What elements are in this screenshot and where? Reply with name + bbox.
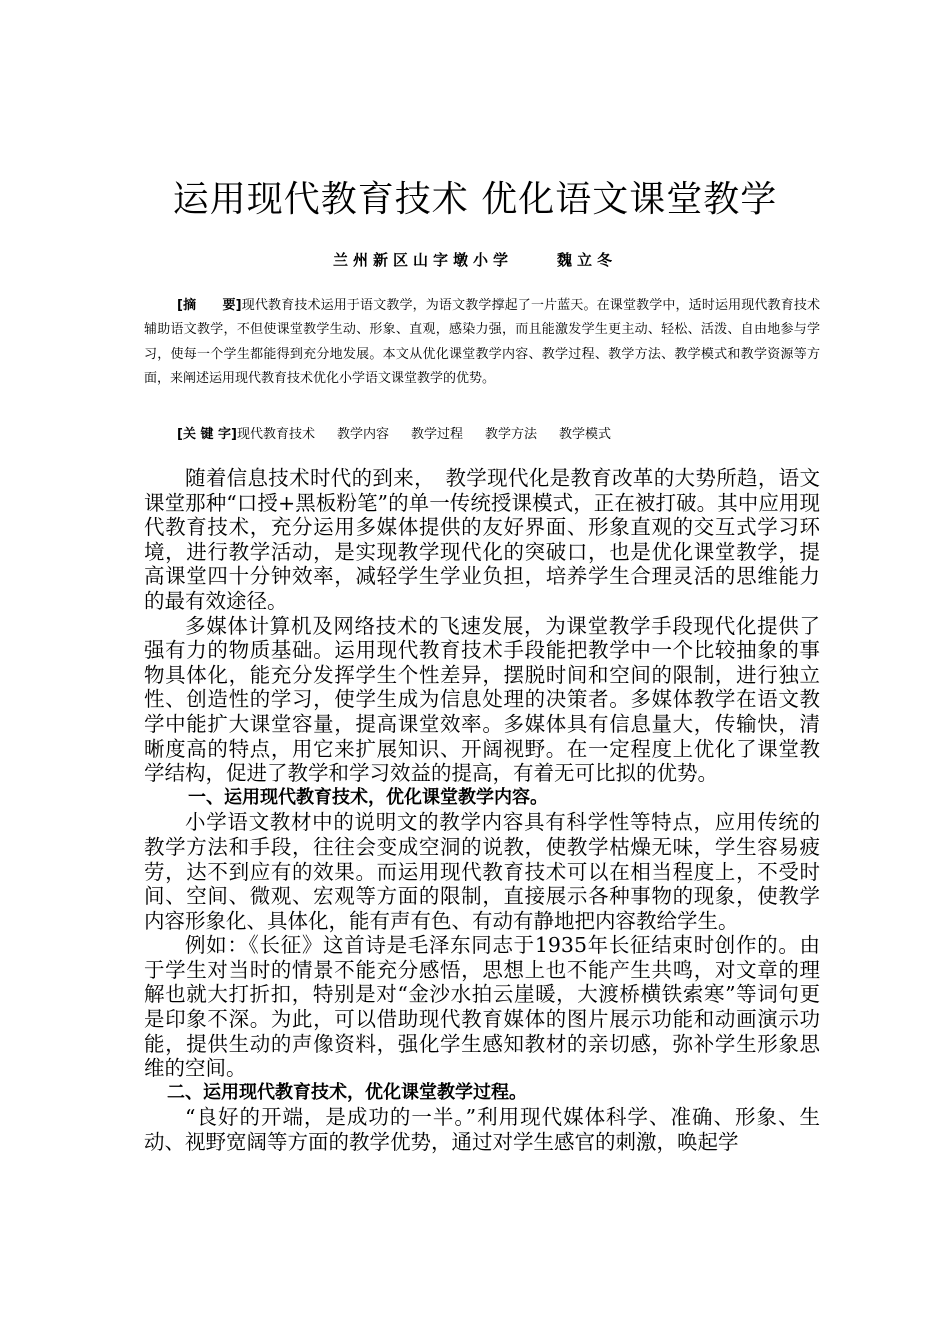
keywords-line: [177, 423, 817, 447]
keyword: 现代教育技术: [236, 427, 315, 442]
document-body: [144, 466, 820, 1155]
keyword: 教学模式: [559, 427, 612, 442]
section-heading: 一、运用现代教育技术，优化课堂教学内容。: [188, 786, 548, 808]
body-paragraph: 随着信息技术时代的到来， 教学现代化是教育改革的大势所趋，语文课堂那种“口授+黑板粉笔”的单一传统授课模式，正在被打破。其中应用现代教育技术，充分运用多媒体提供的友好界面、形象直观的交互式学习环境，进行教学活动，是实现教学现代化的突破口，也是优化课堂教学，提高课堂四十分钟效率，减轻学生学业负担，培养学生合理灵活的思维能力的最有效途径。: [144, 466, 820, 613]
body-paragraph: 例如：《长征》这首诗是毛泽东同志于1935年长征结束时创作的。由于学生对当时的情景不能充分感悟，思想上也不能产生共鸣，对文章的理解也就大打折扣，特别是对“金沙水拍云崖暖，大渡桥横铁索寒”等词句更是印象不深。为此，可以借助现代教育媒体的图片展示功能和动画演示功能，提供生动的声像资料，强化学生感知教材的亲切感，弥补学生形象思维的空间。: [144, 933, 820, 1081]
keyword: 教学方法: [484, 427, 537, 442]
keyword: 教学过程: [410, 427, 463, 442]
school-name: 兰州新区山字墩小学: [332, 251, 513, 269]
author-name: 魏立冬: [557, 251, 618, 269]
document-title: 运用现代教育技术 优化语文课堂教学: [172, 179, 778, 220]
body-paragraph: 小学语文教材中的说明文的教学内容具有科学性等特点，应用传统的教学方法和手段，往往会变成空洞的说教，使教学枯燥无味，学生容易疲劳，达不到应有的效果。而运用现代教育技术可以在相当程度上，不受时间、空间、微观、宏观等方面的限制，直接展示各种事物的现象，使教学内容形象化、具体化，能有声有色、有动有静地把内容教给学生。: [144, 810, 820, 933]
abstract-label: [摘 要]: [177, 298, 242, 313]
section-heading: 二、运用现代教育技术，优化课堂教学过程。: [167, 1081, 527, 1103]
author-line: [0, 248, 950, 272]
abstract-text: 现代教育技术运用于语文教学，为语文教学撑起了一片蓝天。在课堂教学中，适时运用现代教育技术辅助语文教学，不但使课堂教学生动、形象、直观，感染力强，而且能激发学生更主动、轻松、活泼、自由地参与学习，使每一个学生都能得到充分地发展。本文从优化课堂教学内容、教学过程、教学方法、教学模式和教学资源等方面，来阐述运用现代教育技术优化小学语文课堂教学的优势。: [144, 298, 820, 387]
keyword: 教学内容: [336, 427, 389, 442]
abstract: [144, 294, 820, 392]
keywords-label: [关 键 字]: [177, 427, 237, 442]
body-paragraph: 多媒体计算机及网络技术的飞速发展，为课堂教学手段现代化提供了强有力的物质基础。运用现代教育技术手段能把教学中一个比较抽象的事物具体化，能充分发挥学生个性差异，摆脱时间和空间的限制，进行独立性、创造性的学习，使学生成为信息处理的决策者。多媒体教学在语文教学中能扩大课堂容量，提高课堂效率。多媒体具有信息量大，传输快，清晰度高的特点，用它来扩展知识、开阔视野。在一定程度上优化了课堂教学结构，促进了教学和学习效益的提高，有着无可比拟的优势。: [144, 613, 820, 786]
body-paragraph: “良好的开端，是成功的一半。”利用现代媒体科学、准确、形象、生动、视野宽阔等方面的教学优势，通过对学生感官的刺激，唤起学: [144, 1105, 820, 1155]
